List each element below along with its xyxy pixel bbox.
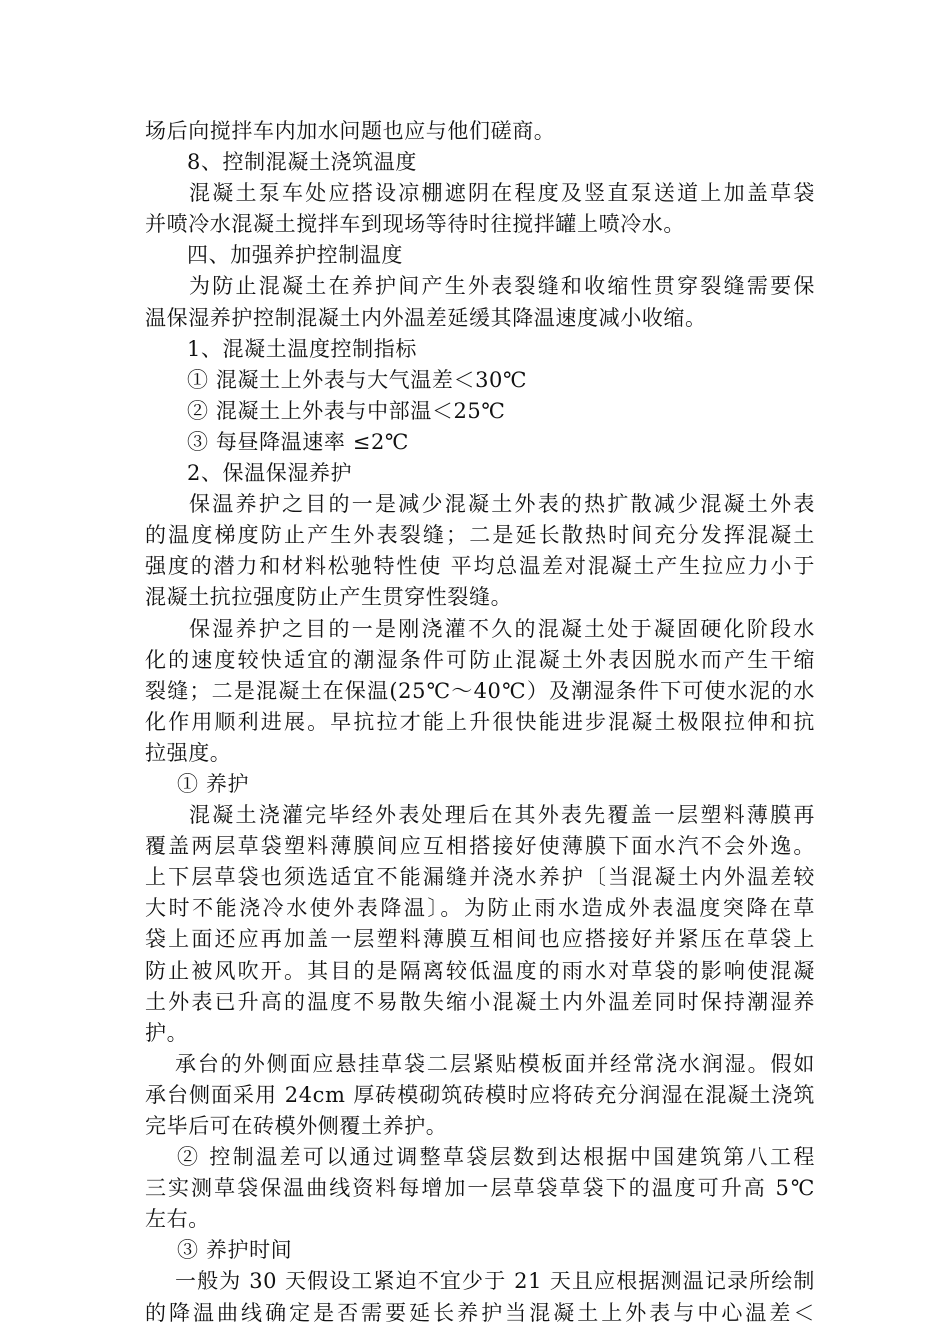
text-line: 混凝土抗拉强度防止产生贯穿性裂缝。 [145,585,513,610]
text-line: 大时不能浇冷水使外表降温〕。为防止雨水造成外表温度突降在草 [145,896,815,921]
text-line: 裂缝；二是混凝土在保温(25℃～40℃）及潮湿条件下可使水泥的水 [145,678,815,703]
text-line: 混凝土浇灌完毕经外表处理后在其外表先覆盖一层塑料薄膜再 [189,803,815,828]
text-line: 承台侧面采用 24cm 厚砖模砌筑砖模时应将砖充分润湿在混凝土浇筑 [145,1082,815,1107]
section-heading: ③ 养护时间 [177,1238,293,1263]
text-line: 并喷冷水混凝土搅拌车到现场等待时往搅拌罐上喷冷水。 [145,212,685,237]
section-heading: 2、保温保湿养护 [187,461,353,486]
text-line: ② 控制温差可以通过调整草袋层数到达根据中国建筑第八工程 [177,1145,815,1170]
text-line: 土外表已升高的温度不易散失缩小混凝土内外温差同时保持潮湿养 [145,989,815,1014]
text-line: 强度的潜力和材料松驰特性使 平均总温差对混凝土产生拉应力小于 [145,554,815,579]
section-heading: ① 养护 [177,771,250,796]
text-line: 防止被风吹开。其目的是隔离较低温度的雨水对草袋的影响使混凝 [145,958,815,983]
list-item: ① 混凝土上外表与大气温差＜30℃ [187,367,528,392]
list-item: ③ 每昼降温速率 ≤2℃ [187,429,409,454]
text-line: 左右。 [145,1207,210,1232]
text-line: 温保湿养护控制混凝土内外温差延缓其降温速度减小收缩。 [145,305,707,330]
text-line: 保温养护之目的一是减少混凝土外表的热扩散减少混凝土外表 [189,492,815,517]
text-line: 化的速度较快适宜的潮湿条件可防止混凝土外表因脱水而产生干缩 [145,647,815,672]
text-line: 上下层草袋也须选适宜不能漏缝并浇水养护〔当混凝土内外温差较 [145,865,815,890]
text-line: 为防止混凝土在养护间产生外表裂缝和收缩性贯穿裂缝需要保 [189,274,815,299]
document-body [145,116,815,1329]
text-line: 完毕后可在砖模外侧覆土养护。 [145,1114,448,1138]
list-item: ② 混凝土上外表与中部温＜25℃ [187,398,506,423]
text-line: 混凝土泵车处应搭设凉棚遮阴在程度及竖直泵送道上加盖草袋 [189,181,815,206]
text-line: 的温度梯度防止产生外表裂缝；二是延长散热时间充分发挥混凝土 [145,523,815,548]
text-line: 保湿养护之目的一是刚浇灌不久的混凝土处于凝固硬化阶段水 [189,616,815,641]
text-line: 袋上面还应再加盖一层塑料薄膜互相间也应搭接好并紧压在草袋上 [145,927,815,952]
text-line: 一般为 30 天假设工紧迫不宜少于 21 天且应根据测温记录所绘制 [175,1269,815,1294]
text-line: 护。 [145,1020,189,1045]
text-line: 场后向搅拌车内加水问题也应与他们磋商。 [145,119,556,143]
text-line: 化作用顺利进展。早抗拉才能上升很快能进步混凝土极限拉伸和抗 [145,709,815,734]
text-line: 覆盖两层草袋塑料薄膜间应互相搭接好使薄膜下面水汽不会外逸。 [145,834,815,859]
text-line: 拉强度。 [145,740,232,765]
section-heading: 四、加强养护控制温度 [187,243,403,268]
section-heading: 1、混凝土温度控制指标 [187,336,417,361]
text-line: 承台的外侧面应悬挂草袋二层紧贴模板面并经常浇水润湿。假如 [175,1051,815,1076]
text-line: 三实测草袋保温曲线资料每增加一层草袋草袋下的温度可升高 5℃ [145,1176,815,1201]
section-heading: 8、控制混凝土浇筑温度 [187,150,417,175]
text-line: 的降温曲线确定是否需要延长养护当混凝土上外表与中心温差＜ [145,1300,815,1325]
